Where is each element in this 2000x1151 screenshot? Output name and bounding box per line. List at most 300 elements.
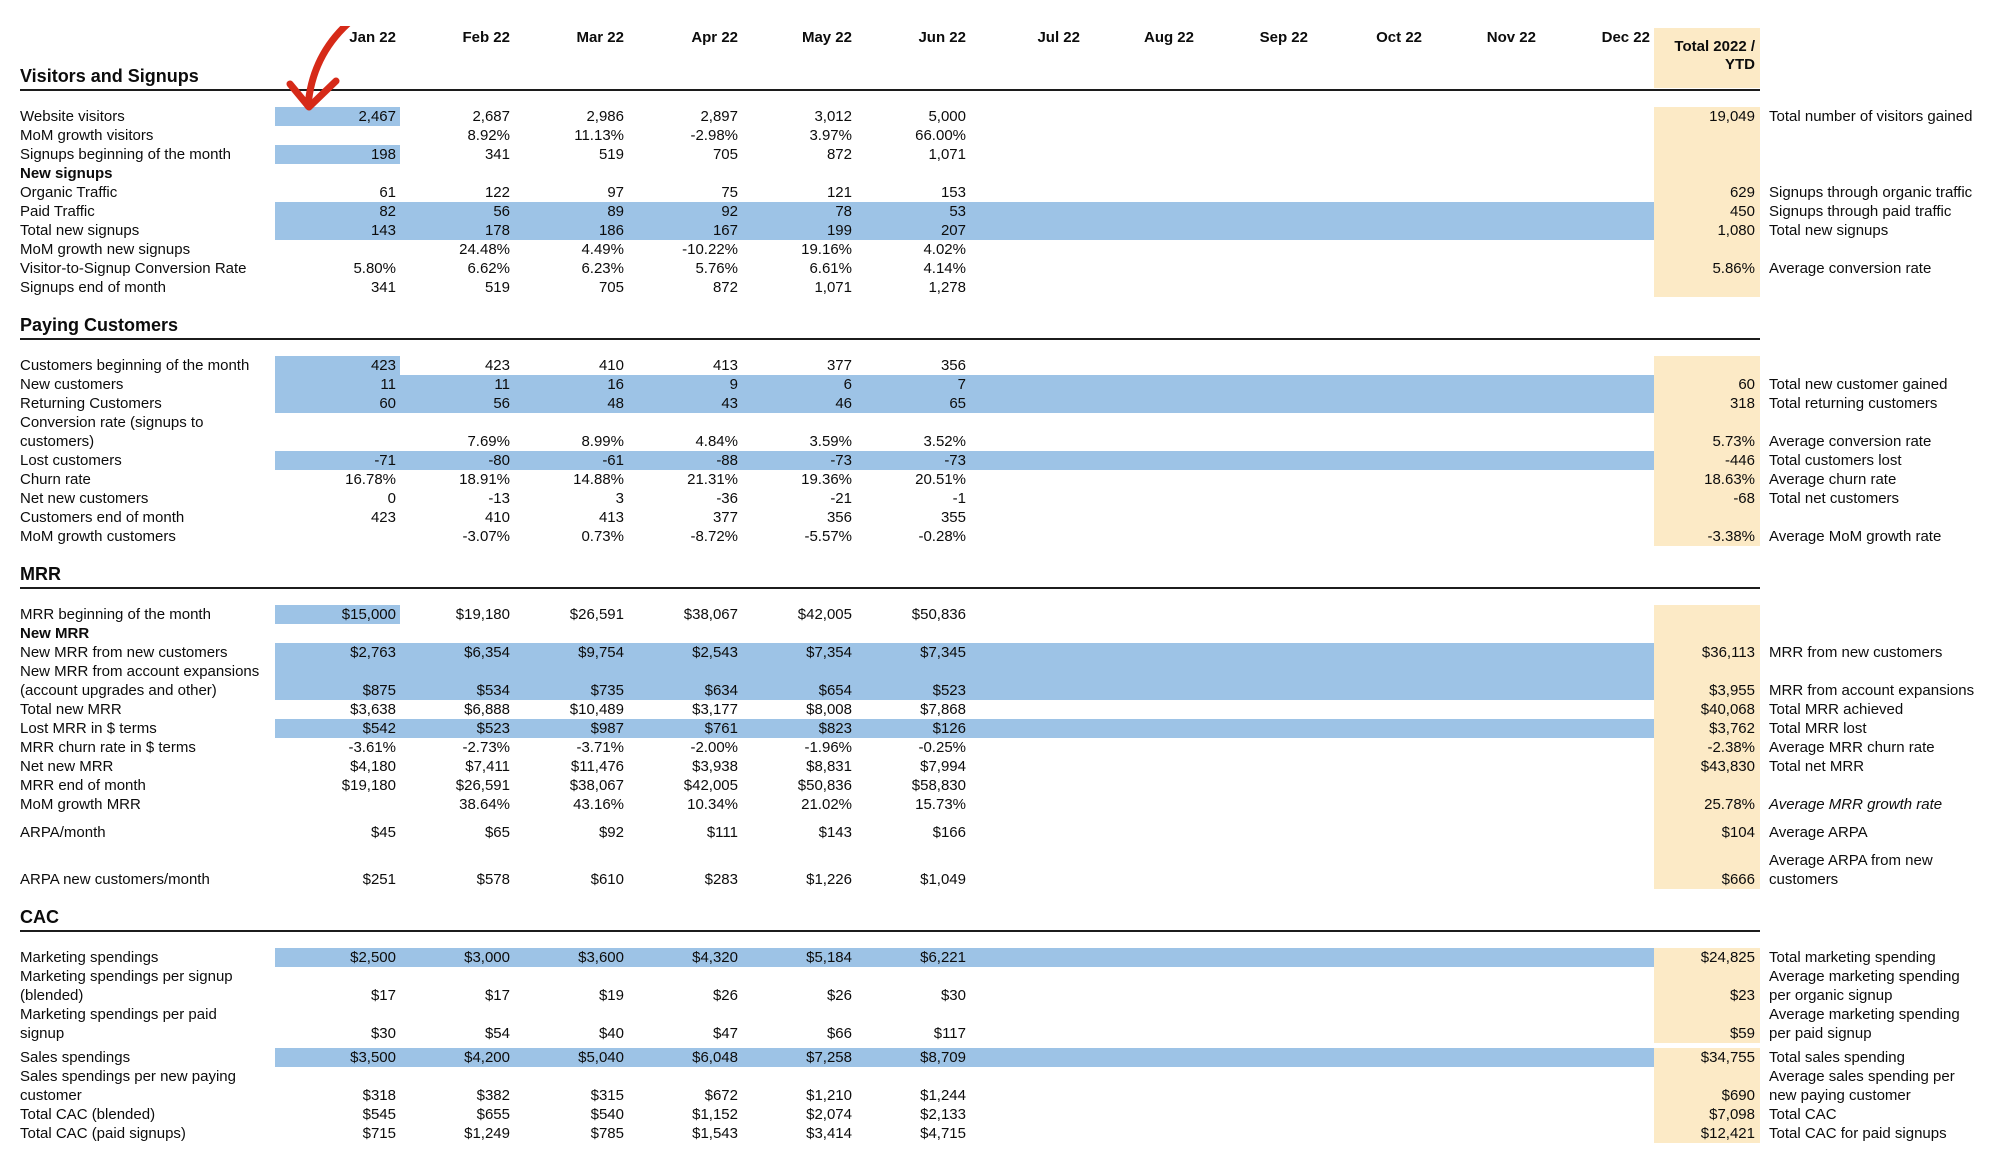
month-header-feb-22[interactable]: Feb 22: [462, 28, 510, 46]
total-column-cell[interactable]: [1654, 757, 1760, 776]
cell-apr-22-total-new-mrr[interactable]: $3,177: [692, 701, 738, 718]
cell-feb-22-marketing-spendings-per-signup-blended[interactable]: $17: [484, 987, 510, 1004]
cell-jan-22-organic-traffic[interactable]: 61: [379, 184, 396, 201]
cell-mar-22-mom-growth-customers[interactable]: 0.73%: [581, 528, 624, 545]
cell-jan-22-total-cac-blended[interactable]: $545: [362, 1106, 396, 1123]
row-label-conversion-rate-signups-to-customers[interactable]: Conversion rate (signups to customers): [20, 414, 204, 450]
cell-jun-22-arpa-month[interactable]: $166: [932, 824, 966, 841]
cell-may-22-signups-end-of-month[interactable]: 1,071: [814, 279, 852, 296]
cell-feb-22-signups-end-of-month[interactable]: 519: [484, 279, 510, 296]
cell-jan-22-customers-end-of-month[interactable]: 423: [370, 509, 396, 526]
total-column-cell[interactable]: [1654, 394, 1760, 413]
row-label-mom-growth-new-signups[interactable]: MoM growth new signups: [20, 241, 191, 258]
cell-jun-22-total-cac-blended[interactable]: $2,133: [920, 1106, 966, 1123]
cell-feb-22-mom-growth-visitors[interactable]: 8.92%: [467, 127, 510, 144]
cell-jun-22-signups-beginning-of-the-month[interactable]: 1,071: [928, 146, 966, 163]
cell-jan-22-net-new-customers[interactable]: 0: [387, 490, 396, 507]
cell-may-22-new-mrr-from-account-expansions-account-upgrades-and-other[interactable]: $654: [818, 682, 852, 699]
cell-mar-22-arpa-month[interactable]: $92: [598, 824, 624, 841]
cell-jan-22-arpa-month[interactable]: $45: [370, 824, 396, 841]
cell-apr-22-sales-spendings[interactable]: $6,048: [692, 1049, 738, 1066]
cell-jun-22-mom-growth-visitors[interactable]: 66.00%: [915, 127, 966, 144]
cell-feb-22-mrr-beginning-of-the-month[interactable]: $19,180: [455, 606, 510, 623]
cell-jan-22-sales-spendings[interactable]: $3,500: [350, 1049, 396, 1066]
cell-mar-22-total-cac-blended[interactable]: $540: [590, 1106, 624, 1123]
cell-apr-22-new-mrr-from-account-expansions-account-upgrades-and-other[interactable]: $634: [704, 682, 738, 699]
cell-may-22-arpa-new-customers-month[interactable]: $1,226: [806, 871, 852, 888]
cell-jun-22-mrr-end-of-month[interactable]: $58,830: [911, 777, 966, 794]
cell-apr-22-total-new-signups[interactable]: 167: [712, 222, 738, 239]
month-header-mar-22[interactable]: Mar 22: [576, 28, 624, 46]
total-ytd-column-header[interactable]: [1654, 28, 1760, 88]
row-label-net-new-customers[interactable]: Net new customers: [20, 490, 149, 507]
cell-feb-22-customers-end-of-month[interactable]: 410: [484, 509, 510, 526]
total-column-cell[interactable]: [1654, 1124, 1760, 1143]
row-label-signups-beginning-of-the-month[interactable]: Signups beginning of the month: [20, 146, 231, 163]
cell-mar-22-mom-growth-new-signups[interactable]: 4.49%: [581, 241, 624, 258]
row-label-total-new-signups[interactable]: Total new signups: [20, 222, 140, 239]
row-label-customers-end-of-month[interactable]: Customers end of month: [20, 509, 185, 526]
cell-mar-22-total-new-mrr[interactable]: $10,489: [569, 701, 624, 718]
cell-mar-22-website-visitors[interactable]: 2,986: [586, 108, 624, 125]
cell-jan-22-website-visitors[interactable]: 2,467: [358, 108, 396, 125]
cell-may-22-website-visitors[interactable]: 3,012: [814, 108, 852, 125]
cell-apr-22-total-cac-blended[interactable]: $1,152: [692, 1106, 738, 1123]
row-label-returning-customers[interactable]: Returning Customers: [20, 395, 162, 412]
row-label-customers-beginning-of-the-month[interactable]: Customers beginning of the month: [20, 357, 250, 374]
cell-jun-22-marketing-spendings[interactable]: $6,221: [920, 949, 966, 966]
total-column-cell[interactable]: [1654, 375, 1760, 394]
total-column-cell[interactable]: [1654, 662, 1760, 700]
total-column-cell[interactable]: [1654, 451, 1760, 470]
total-column-cell[interactable]: [1654, 489, 1760, 508]
cell-apr-22-mom-growth-new-signups[interactable]: -10.22%: [682, 241, 738, 258]
total-column-cell[interactable]: [1654, 948, 1760, 967]
cell-mar-22-lost-customers[interactable]: -61: [602, 452, 624, 469]
cell-jan-22-new-mrr-from-new-customers[interactable]: $2,763: [350, 644, 396, 661]
cell-may-22-mrr-end-of-month[interactable]: $50,836: [797, 777, 852, 794]
cell-mar-22-marketing-spendings-per-paid-signup[interactable]: $40: [598, 1025, 624, 1042]
cell-apr-22-lost-mrr-in-terms[interactable]: $761: [704, 720, 738, 737]
cell-mar-22-organic-traffic[interactable]: 97: [607, 184, 624, 201]
cell-mar-22-visitor-to-signup-conversion-rate[interactable]: 6.23%: [581, 260, 624, 277]
cell-jun-22-mom-growth-mrr[interactable]: 15.73%: [915, 796, 966, 813]
row-label-marketing-spendings-per-paid-signup[interactable]: Marketing spendings per paid signup: [20, 1006, 217, 1042]
cell-jan-22-sales-spendings-per-new-paying-customer[interactable]: $318: [362, 1087, 396, 1104]
cell-jun-22-visitor-to-signup-conversion-rate[interactable]: 4.14%: [923, 260, 966, 277]
total-column-cell[interactable]: [1654, 240, 1760, 259]
row-label-signups-end-of-month[interactable]: Signups end of month: [20, 279, 166, 296]
cell-apr-22-customers-end-of-month[interactable]: 377: [712, 509, 738, 526]
cell-jun-22-lost-mrr-in-terms[interactable]: $126: [932, 720, 966, 737]
month-header-may-22[interactable]: May 22: [801, 28, 852, 46]
total-column-cell[interactable]: [1654, 470, 1760, 489]
cell-mar-22-marketing-spendings[interactable]: $3,600: [578, 949, 624, 966]
total-column-cell[interactable]: [1654, 700, 1760, 719]
cell-apr-22-mrr-beginning-of-the-month[interactable]: $38,067: [683, 606, 738, 623]
cell-apr-22-lost-customers[interactable]: -88: [716, 452, 738, 469]
cell-jun-22-mom-growth-new-signups[interactable]: 4.02%: [923, 241, 966, 258]
cell-jun-22-mom-growth-customers[interactable]: -0.28%: [918, 528, 966, 545]
cell-apr-22-sales-spendings-per-new-paying-customer[interactable]: $672: [704, 1087, 738, 1104]
cell-mar-22-mom-growth-mrr[interactable]: 43.16%: [573, 796, 624, 813]
cell-jan-22-paid-traffic[interactable]: 82: [379, 203, 396, 220]
cell-may-22-total-new-mrr[interactable]: $8,008: [806, 701, 852, 718]
cell-apr-22-visitor-to-signup-conversion-rate[interactable]: 5.76%: [695, 260, 738, 277]
cell-apr-22-customers-beginning-of-the-month[interactable]: 413: [712, 357, 738, 374]
total-column-cell[interactable]: [1654, 776, 1760, 795]
total-column-cell[interactable]: [1654, 126, 1760, 145]
row-label-lost-customers[interactable]: Lost customers: [20, 452, 122, 469]
cell-jun-22-net-new-mrr[interactable]: $7,994: [920, 758, 966, 775]
cell-feb-22-paid-traffic[interactable]: 56: [493, 203, 510, 220]
cell-feb-22-customers-beginning-of-the-month[interactable]: 423: [484, 357, 510, 374]
cell-feb-22-website-visitors[interactable]: 2,687: [472, 108, 510, 125]
cell-may-22-mom-growth-mrr[interactable]: 21.02%: [801, 796, 852, 813]
cell-mar-22-conversion-rate-signups-to-customers[interactable]: 8.99%: [581, 433, 624, 450]
cell-feb-22-total-cac-blended[interactable]: $655: [476, 1106, 510, 1123]
row-label-lost-mrr-in-terms[interactable]: Lost MRR in $ terms: [20, 720, 157, 737]
cell-mar-22-customers-end-of-month[interactable]: 413: [598, 509, 624, 526]
total-column-cell[interactable]: [1654, 356, 1760, 375]
cell-mar-22-mrr-churn-rate-in-terms[interactable]: -3.71%: [576, 739, 624, 756]
total-column-cell[interactable]: [1654, 202, 1760, 221]
cell-may-22-net-new-customers[interactable]: -21: [830, 490, 852, 507]
cell-jun-22-total-cac-paid-signups[interactable]: $4,715: [920, 1125, 966, 1142]
cell-mar-22-marketing-spendings-per-signup-blended[interactable]: $19: [598, 987, 624, 1004]
cell-mar-22-returning-customers[interactable]: 48: [607, 395, 624, 412]
cell-mar-22-new-mrr-from-account-expansions-account-upgrades-and-other[interactable]: $735: [590, 682, 624, 699]
cell-may-22-total-cac-paid-signups[interactable]: $3,414: [806, 1125, 852, 1142]
month-header-sep-22[interactable]: Sep 22: [1259, 28, 1308, 46]
cell-may-22-conversion-rate-signups-to-customers[interactable]: 3.59%: [809, 433, 852, 450]
total-column-cell[interactable]: [1654, 719, 1760, 738]
cell-apr-22-arpa-new-customers-month[interactable]: $283: [704, 871, 738, 888]
cell-mar-22-churn-rate[interactable]: 14.88%: [573, 471, 624, 488]
cell-jun-22-new-mrr-from-new-customers[interactable]: $7,345: [920, 644, 966, 661]
row-label-sales-spendings[interactable]: Sales spendings: [20, 1049, 131, 1066]
cell-feb-22-net-new-customers[interactable]: -13: [488, 490, 510, 507]
cell-feb-22-signups-beginning-of-the-month[interactable]: 341: [484, 146, 510, 163]
total-column-cell[interactable]: [1654, 967, 1760, 1005]
row-label-paid-traffic[interactable]: Paid Traffic: [20, 203, 95, 220]
cell-apr-22-signups-end-of-month[interactable]: 872: [712, 279, 738, 296]
cell-jan-22-marketing-spendings-per-paid-signup[interactable]: $30: [370, 1025, 396, 1042]
total-column-cell[interactable]: [1654, 527, 1760, 546]
row-label-new-signups[interactable]: New signups: [20, 165, 113, 182]
cell-feb-22-mom-growth-customers[interactable]: -3.07%: [462, 528, 510, 545]
month-header-apr-22[interactable]: Apr 22: [691, 28, 738, 46]
cell-apr-22-new-mrr-from-new-customers[interactable]: $2,543: [692, 644, 738, 661]
total-column-cell[interactable]: [1654, 508, 1760, 527]
row-label-arpa-month[interactable]: ARPA/month: [20, 824, 106, 841]
cell-jun-22-total-new-mrr[interactable]: $7,868: [920, 701, 966, 718]
cell-may-22-signups-beginning-of-the-month[interactable]: 872: [826, 146, 852, 163]
cell-jun-22-mrr-beginning-of-the-month[interactable]: $50,836: [911, 606, 966, 623]
cell-feb-22-mrr-end-of-month[interactable]: $26,591: [455, 777, 510, 794]
cell-may-22-total-new-signups[interactable]: 199: [826, 222, 852, 239]
total-column-cell[interactable]: [1654, 823, 1760, 842]
cell-apr-22-returning-customers[interactable]: 43: [721, 395, 738, 412]
cell-mar-22-signups-beginning-of-the-month[interactable]: 519: [598, 146, 624, 163]
total-column-cell[interactable]: [1654, 1048, 1760, 1067]
cell-feb-22-arpa-month[interactable]: $65: [484, 824, 510, 841]
total-column-cell[interactable]: [1654, 1105, 1760, 1124]
total-column-cell[interactable]: [1654, 183, 1760, 202]
total-column-cell[interactable]: [1654, 643, 1760, 662]
cell-may-22-lost-customers[interactable]: -73: [830, 452, 852, 469]
cell-feb-22-mom-growth-new-signups[interactable]: 24.48%: [459, 241, 510, 258]
month-header-jul-22[interactable]: Jul 22: [1037, 28, 1080, 46]
cell-jun-22-new-customers[interactable]: 7: [957, 376, 966, 393]
month-header-jun-22[interactable]: Jun 22: [918, 28, 966, 46]
cell-jan-22-signups-beginning-of-the-month[interactable]: 198: [370, 146, 396, 163]
cell-apr-22-total-cac-paid-signups[interactable]: $1,543: [692, 1125, 738, 1142]
row-label-mrr-beginning-of-the-month[interactable]: MRR beginning of the month: [20, 606, 211, 623]
cell-jun-22-signups-end-of-month[interactable]: 1,278: [928, 279, 966, 296]
cell-feb-22-sales-spendings-per-new-paying-customer[interactable]: $382: [476, 1087, 510, 1104]
month-header-dec-22[interactable]: Dec 22: [1601, 28, 1650, 46]
row-label-website-visitors[interactable]: Website visitors: [20, 108, 125, 125]
cell-feb-22-churn-rate[interactable]: 18.91%: [459, 471, 510, 488]
cell-may-22-mrr-churn-rate-in-terms[interactable]: -1.96%: [804, 739, 852, 756]
cell-jan-22-total-new-mrr[interactable]: $3,638: [350, 701, 396, 718]
cell-jun-22-marketing-spendings-per-paid-signup[interactable]: $117: [933, 1025, 966, 1042]
cell-may-22-mom-growth-visitors[interactable]: 3.97%: [809, 127, 852, 144]
cell-may-22-visitor-to-signup-conversion-rate[interactable]: 6.61%: [809, 260, 852, 277]
row-label-sales-spendings-per-new-paying-customer[interactable]: Sales spendings per new paying customer: [20, 1068, 236, 1104]
cell-mar-22-net-new-mrr[interactable]: $11,476: [570, 758, 624, 775]
cell-jun-22-total-new-signups[interactable]: 207: [940, 222, 966, 239]
cell-apr-22-conversion-rate-signups-to-customers[interactable]: 4.84%: [695, 433, 738, 450]
cell-jan-22-customers-beginning-of-the-month[interactable]: 423: [370, 357, 396, 374]
cell-feb-22-net-new-mrr[interactable]: $7,411: [465, 758, 510, 775]
month-header-jan-22[interactable]: Jan 22: [349, 28, 396, 46]
total-column-cell[interactable]: [1654, 278, 1760, 297]
cell-mar-22-signups-end-of-month[interactable]: 705: [598, 279, 624, 296]
cell-apr-22-mom-growth-customers[interactable]: -8.72%: [690, 528, 738, 545]
cell-feb-22-total-new-mrr[interactable]: $6,888: [464, 701, 510, 718]
cell-feb-22-mom-growth-mrr[interactable]: 38.64%: [459, 796, 510, 813]
cell-feb-22-total-cac-paid-signups[interactable]: $1,249: [464, 1125, 510, 1142]
cell-jan-22-marketing-spendings[interactable]: $2,500: [350, 949, 396, 966]
cell-apr-22-net-new-customers[interactable]: -36: [716, 490, 738, 507]
cell-jun-22-sales-spendings[interactable]: $8,709: [920, 1049, 966, 1066]
cell-jan-22-mrr-end-of-month[interactable]: $19,180: [341, 777, 396, 794]
cell-feb-22-lost-mrr-in-terms[interactable]: $523: [476, 720, 510, 737]
row-label-organic-traffic[interactable]: Organic Traffic: [20, 184, 118, 201]
cell-apr-22-website-visitors[interactable]: 2,897: [700, 108, 738, 125]
row-label-new-mrr-from-account-expansions-account-upgrades-and-other[interactable]: New MRR from account expansions (account upgrades and other): [20, 663, 260, 699]
cell-feb-22-mrr-churn-rate-in-terms[interactable]: -2.73%: [462, 739, 510, 756]
cell-jan-22-signups-end-of-month[interactable]: 341: [370, 279, 396, 296]
row-label-total-cac-blended[interactable]: Total CAC (blended): [20, 1106, 156, 1123]
month-header-nov-22[interactable]: Nov 22: [1486, 28, 1536, 46]
cell-may-22-sales-spendings-per-new-paying-customer[interactable]: $1,210: [806, 1087, 852, 1104]
row-label-net-new-mrr[interactable]: Net new MRR: [20, 758, 114, 775]
month-header-oct-22[interactable]: Oct 22: [1376, 28, 1422, 46]
cell-jun-22-sales-spendings-per-new-paying-customer[interactable]: $1,244: [920, 1087, 966, 1104]
total-column-cell[interactable]: [1654, 1067, 1760, 1105]
cell-may-22-customers-beginning-of-the-month[interactable]: 377: [826, 357, 852, 374]
cell-jun-22-website-visitors[interactable]: 5,000: [928, 108, 966, 125]
cell-jan-22-new-customers[interactable]: 11: [380, 376, 396, 393]
total-column-cell[interactable]: [1654, 814, 1760, 823]
cell-apr-22-mom-growth-visitors[interactable]: -2.98%: [690, 127, 738, 144]
cell-may-22-sales-spendings[interactable]: $7,258: [806, 1049, 852, 1066]
cell-apr-22-marketing-spendings-per-paid-signup[interactable]: $47: [712, 1025, 738, 1042]
cell-feb-22-sales-spendings[interactable]: $4,200: [464, 1049, 510, 1066]
cell-feb-22-returning-customers[interactable]: 56: [493, 395, 510, 412]
cell-apr-22-marketing-spendings-per-signup-blended[interactable]: $26: [712, 987, 738, 1004]
cell-may-22-mom-growth-new-signups[interactable]: 19.16%: [801, 241, 852, 258]
cell-apr-22-organic-traffic[interactable]: 75: [721, 184, 738, 201]
cell-mar-22-lost-mrr-in-terms[interactable]: $987: [590, 720, 624, 737]
row-label-churn-rate[interactable]: Churn rate: [20, 471, 91, 488]
row-label-visitor-to-signup-conversion-rate[interactable]: Visitor-to-Signup Conversion Rate: [20, 260, 247, 277]
cell-may-22-marketing-spendings[interactable]: $5,184: [806, 949, 852, 966]
cell-jun-22-returning-customers[interactable]: 65: [949, 395, 966, 412]
total-column-cell[interactable]: [1654, 605, 1760, 624]
cell-may-22-churn-rate[interactable]: 19.36%: [801, 471, 852, 488]
total-column-cell[interactable]: [1654, 842, 1760, 851]
cell-mar-22-paid-traffic[interactable]: 89: [607, 203, 624, 220]
cell-mar-22-net-new-customers[interactable]: 3: [615, 490, 624, 507]
cell-jan-22-visitor-to-signup-conversion-rate[interactable]: 5.80%: [353, 260, 396, 277]
cell-may-22-mrr-beginning-of-the-month[interactable]: $42,005: [797, 606, 852, 623]
row-label-mrr-end-of-month[interactable]: MRR end of month: [20, 777, 146, 794]
cell-mar-22-customers-beginning-of-the-month[interactable]: 410: [598, 357, 624, 374]
total-column-cell[interactable]: [1654, 624, 1760, 643]
cell-mar-22-new-mrr-from-new-customers[interactable]: $9,754: [578, 644, 624, 661]
cell-jan-22-arpa-new-customers-month[interactable]: $251: [362, 871, 396, 888]
cell-mar-22-new-customers[interactable]: 16: [607, 376, 624, 393]
row-label-new-customers[interactable]: New customers: [20, 376, 124, 393]
cell-may-22-mom-growth-customers[interactable]: -5.57%: [804, 528, 852, 545]
total-column-cell[interactable]: [1654, 1005, 1760, 1043]
cell-may-22-marketing-spendings-per-signup-blended[interactable]: $26: [826, 987, 852, 1004]
cell-apr-22-churn-rate[interactable]: 21.31%: [687, 471, 738, 488]
cell-jan-22-lost-customers[interactable]: -71: [374, 452, 396, 469]
cell-jun-22-mrr-churn-rate-in-terms[interactable]: -0.25%: [918, 739, 966, 756]
row-label-new-mrr-from-new-customers[interactable]: New MRR from new customers: [20, 644, 228, 661]
cell-jun-22-marketing-spendings-per-signup-blended[interactable]: $30: [940, 987, 966, 1004]
row-label-total-new-mrr[interactable]: Total new MRR: [20, 701, 122, 718]
cell-jun-22-customers-beginning-of-the-month[interactable]: 356: [940, 357, 966, 374]
cell-apr-22-net-new-mrr[interactable]: $3,938: [692, 758, 738, 775]
cell-may-22-paid-traffic[interactable]: 78: [835, 203, 852, 220]
cell-mar-22-arpa-new-customers-month[interactable]: $610: [590, 871, 624, 888]
cell-feb-22-new-mrr-from-new-customers[interactable]: $6,354: [464, 644, 510, 661]
cell-apr-22-marketing-spendings[interactable]: $4,320: [692, 949, 738, 966]
cell-may-22-organic-traffic[interactable]: 121: [826, 184, 852, 201]
cell-feb-22-conversion-rate-signups-to-customers[interactable]: 7.69%: [467, 433, 510, 450]
cell-feb-22-organic-traffic[interactable]: 122: [484, 184, 510, 201]
cell-feb-22-new-customers[interactable]: 11: [494, 376, 510, 393]
cell-jan-22-net-new-mrr[interactable]: $4,180: [350, 758, 396, 775]
cell-feb-22-marketing-spendings[interactable]: $3,000: [464, 949, 510, 966]
cell-jun-22-new-mrr-from-account-expansions-account-upgrades-and-other[interactable]: $523: [932, 682, 966, 699]
total-column-cell[interactable]: [1654, 145, 1760, 164]
cell-feb-22-marketing-spendings-per-paid-signup[interactable]: $54: [484, 1025, 510, 1042]
cell-jun-22-customers-end-of-month[interactable]: 355: [940, 509, 966, 526]
cell-mar-22-mrr-end-of-month[interactable]: $38,067: [569, 777, 624, 794]
row-label-arpa-new-customers-month[interactable]: ARPA new customers/month: [20, 871, 210, 888]
cell-apr-22-signups-beginning-of-the-month[interactable]: 705: [712, 146, 738, 163]
cell-apr-22-mrr-end-of-month[interactable]: $42,005: [683, 777, 738, 794]
cell-may-22-customers-end-of-month[interactable]: 356: [826, 509, 852, 526]
cell-may-22-new-customers[interactable]: 6: [843, 376, 852, 393]
cell-may-22-net-new-mrr[interactable]: $8,831: [806, 758, 852, 775]
cell-feb-22-new-mrr-from-account-expansions-account-upgrades-and-other[interactable]: $534: [476, 682, 510, 699]
row-label-marketing-spendings[interactable]: Marketing spendings: [20, 949, 159, 966]
row-label-total-cac-paid-signups[interactable]: Total CAC (paid signups): [20, 1125, 186, 1142]
cell-may-22-new-mrr-from-new-customers[interactable]: $7,354: [806, 644, 852, 661]
cell-feb-22-total-new-signups[interactable]: 178: [484, 222, 510, 239]
cell-jan-22-returning-customers[interactable]: 60: [379, 395, 396, 412]
cell-mar-22-sales-spendings-per-new-paying-customer[interactable]: $315: [590, 1087, 624, 1104]
cell-jan-22-mrr-beginning-of-the-month[interactable]: $15,000: [341, 606, 396, 623]
total-column-cell[interactable]: [1654, 851, 1760, 889]
row-label-mom-growth-customers[interactable]: MoM growth customers: [20, 528, 176, 545]
cell-may-22-total-cac-blended[interactable]: $2,074: [806, 1106, 852, 1123]
cell-jan-22-total-new-signups[interactable]: 143: [370, 222, 396, 239]
cell-mar-22-mom-growth-visitors[interactable]: 11.13%: [574, 127, 624, 144]
cell-jun-22-churn-rate[interactable]: 20.51%: [915, 471, 966, 488]
cell-feb-22-lost-customers[interactable]: -80: [488, 452, 510, 469]
month-header-aug-22[interactable]: Aug 22: [1143, 28, 1194, 46]
cell-jan-22-churn-rate[interactable]: 16.78%: [345, 471, 396, 488]
cell-mar-22-sales-spendings[interactable]: $5,040: [578, 1049, 624, 1066]
cell-apr-22-arpa-month[interactable]: $111: [706, 824, 738, 841]
cell-may-22-lost-mrr-in-terms[interactable]: $823: [818, 720, 852, 737]
total-column-cell[interactable]: [1654, 738, 1760, 757]
cell-jan-22-mrr-churn-rate-in-terms[interactable]: -3.61%: [348, 739, 396, 756]
cell-jan-22-total-cac-paid-signups[interactable]: $715: [362, 1125, 396, 1142]
cell-jun-22-conversion-rate-signups-to-customers[interactable]: 3.52%: [923, 433, 966, 450]
cell-may-22-marketing-spendings-per-paid-signup[interactable]: $66: [826, 1025, 852, 1042]
cell-apr-22-paid-traffic[interactable]: 92: [721, 203, 738, 220]
total-column-cell[interactable]: [1654, 259, 1760, 278]
cell-jun-22-arpa-new-customers-month[interactable]: $1,049: [920, 871, 966, 888]
cell-apr-22-new-customers[interactable]: 9: [729, 376, 738, 393]
row-label-mom-growth-mrr[interactable]: MoM growth MRR: [20, 796, 141, 813]
cell-jun-22-paid-traffic[interactable]: 53: [949, 203, 966, 220]
cell-feb-22-visitor-to-signup-conversion-rate[interactable]: 6.62%: [467, 260, 510, 277]
total-column-cell[interactable]: [1654, 107, 1760, 126]
cell-jun-22-organic-traffic[interactable]: 153: [940, 184, 966, 201]
row-label-marketing-spendings-per-signup-blended[interactable]: Marketing spendings per signup (blended): [20, 968, 233, 1004]
row-label-mrr-churn-rate-in-terms[interactable]: MRR churn rate in $ terms: [20, 739, 196, 756]
cell-jun-22-net-new-customers[interactable]: -1: [952, 490, 966, 507]
cell-jan-22-marketing-spendings-per-signup-blended[interactable]: $17: [370, 987, 396, 1004]
cell-apr-22-mrr-churn-rate-in-terms[interactable]: -2.00%: [690, 739, 738, 756]
cell-mar-22-mrr-beginning-of-the-month[interactable]: $26,591: [569, 606, 624, 623]
row-label-new-mrr[interactable]: New MRR: [20, 625, 90, 642]
total-column-cell[interactable]: [1654, 795, 1760, 814]
total-column-cell[interactable]: [1654, 221, 1760, 240]
cell-may-22-returning-customers[interactable]: 46: [835, 395, 852, 412]
cell-feb-22-arpa-new-customers-month[interactable]: $578: [476, 871, 510, 888]
cell-mar-22-total-cac-paid-signups[interactable]: $785: [590, 1125, 624, 1142]
cell-apr-22-mom-growth-mrr[interactable]: 10.34%: [687, 796, 738, 813]
cell-jun-22-lost-customers[interactable]: -73: [944, 452, 966, 469]
cell-jan-22-new-mrr-from-account-expansions-account-upgrades-and-other[interactable]: $875: [362, 682, 396, 699]
cell-mar-22-total-new-signups[interactable]: 186: [598, 222, 624, 239]
cell-jan-22-lost-mrr-in-terms[interactable]: $542: [362, 720, 396, 737]
total-column-cell[interactable]: [1654, 413, 1760, 451]
total-column-cell[interactable]: [1654, 164, 1760, 183]
